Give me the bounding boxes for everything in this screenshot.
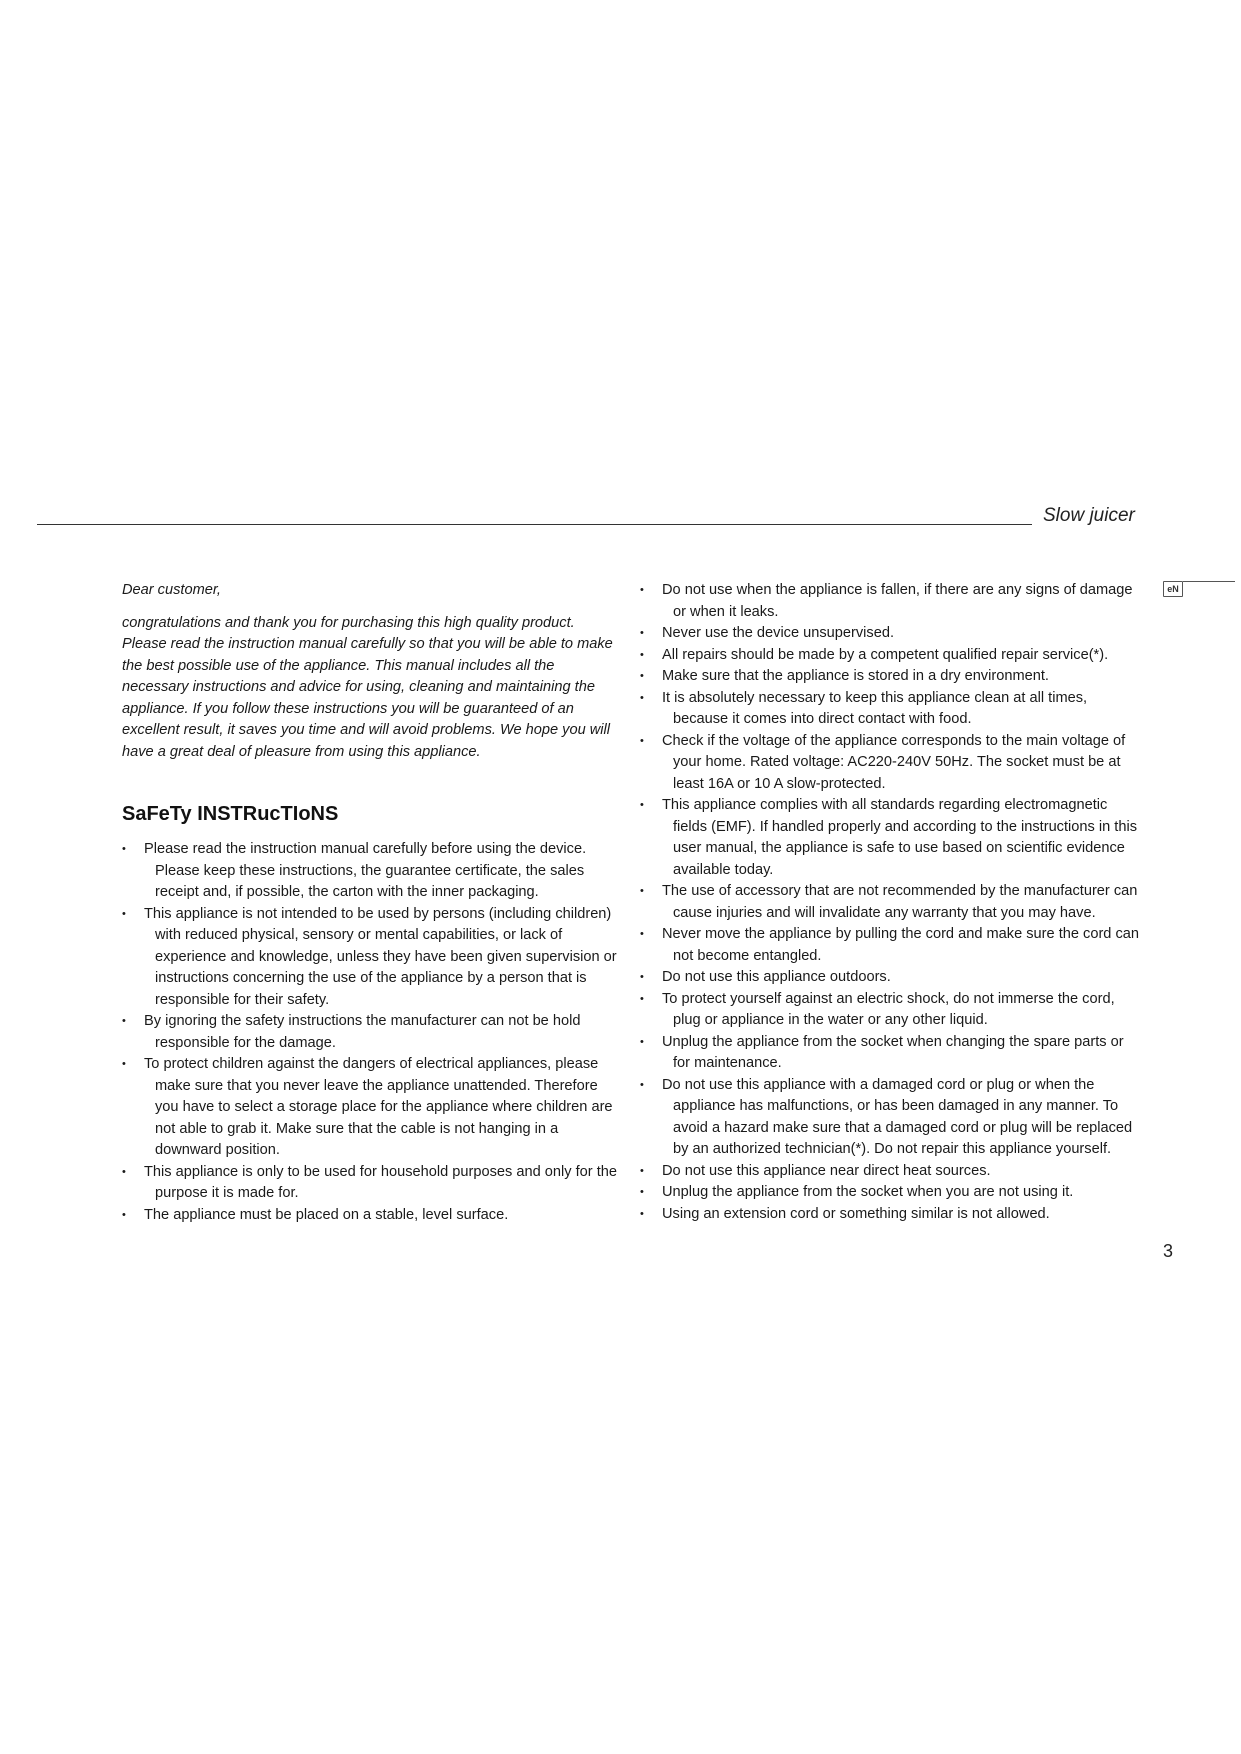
safety-item: [640, 924, 1142, 967]
language-badge: eN: [1163, 581, 1183, 597]
bullet-icon: •: [640, 627, 644, 639]
safety-item: [122, 904, 622, 1012]
safety-item: [122, 1205, 622, 1227]
bullet-icon: •: [122, 1015, 126, 1027]
right-column: [640, 580, 1142, 1225]
safety-item-text: Never move the appliance by pulling the cord and make sure the cord can not become entangled.: [662, 926, 1140, 964]
safety-item: [640, 688, 1142, 731]
page-number: 3: [1163, 1241, 1174, 1261]
bullet-icon: •: [640, 691, 644, 704]
language-tab-line: [1183, 581, 1235, 582]
safety-item: [640, 645, 1142, 667]
safety-item-text: To protect yourself against an electric shock, do not immerse the cord, plug or appliance in the water or any other liquid.: [662, 990, 1115, 1028]
safety-list-left: [122, 839, 622, 1226]
bullet-icon: •: [640, 1078, 644, 1091]
safety-item: [640, 1032, 1142, 1075]
safety-item: [640, 623, 1142, 645]
bullet-icon: •: [640, 928, 644, 940]
safety-item: [640, 795, 1142, 881]
safety-item: [640, 580, 1142, 623]
safety-item: [640, 731, 1142, 796]
bullet-icon: •: [640, 1186, 644, 1198]
safety-item-text: Check if the voltage of the appliance corresponds to the main voltage of your home. Rated voltage: AC220-240V 50Hz. The socket must be at least 16A or 10 A slow-protected.: [662, 732, 1126, 792]
safety-item: [640, 1161, 1142, 1183]
bullet-icon: •: [640, 992, 644, 1005]
safety-item: [640, 1075, 1142, 1161]
safety-item: [640, 989, 1142, 1032]
safety-item-text: Using an extension cord or something similar is not allowed.: [662, 1205, 1050, 1222]
bullet-icon: •: [122, 843, 126, 855]
bullet-icon: •: [640, 1164, 644, 1177]
greeting: Dear customer,: [122, 582, 221, 598]
safety-item-text: Do not use this appliance with a damaged cord or plug or when the appliance has malfunctions, or has been damaged in any manner. To avoid a hazard make sure that a damaged cord or plug will be replaced by an authorized technician(*). Do not repair this appliance yourself.: [662, 1076, 1133, 1157]
safety-item: [122, 1162, 622, 1205]
safety-item-text: Unplug the appliance from the socket when changing the spare parts or for maintenance.: [662, 1033, 1124, 1071]
bullet-icon: •: [640, 584, 644, 596]
safety-item-text: Never use the device unsupervised.: [662, 625, 895, 641]
safety-item-text: Please read the instruction manual carefully before using the device. Please keep these instructions, the guarantee certificate, the sales receipt and, if possible, the carton with the inner packaging.: [144, 841, 587, 900]
bullet-icon: •: [640, 1207, 644, 1220]
safety-item: [640, 1182, 1142, 1204]
header-title: Slow juicer: [1043, 505, 1135, 526]
safety-item-text: Do not use this appliance near direct heat sources.: [662, 1162, 991, 1179]
safety-item-text: It is absolutely necessary to keep this appliance clean at all times, because it comes into direct contact with food.: [662, 689, 1088, 727]
safety-item-text: This appliance is not intended to be used by persons (including children) with reduced physical, sensory or mental capabilities, or lack of experience and knowledge, unless they have been given supervision or instructions concerning the use of the appliance by a person that is responsible for their safety.: [144, 905, 617, 1008]
safety-item-text: This appliance is only to be used for household purposes and only for the purpose it is made for.: [144, 1163, 617, 1201]
safety-item: [640, 1204, 1142, 1226]
bullet-icon: •: [640, 1035, 644, 1048]
bullet-icon: •: [640, 885, 644, 897]
bullet-icon: •: [640, 734, 644, 747]
header-rule: [37, 524, 1032, 525]
bullet-icon: •: [122, 1208, 126, 1221]
safety-item-text: By ignoring the safety instructions the manufacturer can not be hold responsible for the damage.: [144, 1013, 581, 1051]
bullet-icon: •: [640, 670, 644, 682]
left-column: [122, 580, 622, 1226]
safety-item-text: Unplug the appliance from the socket when you are not using it.: [662, 1184, 1074, 1200]
bullet-icon: •: [640, 799, 644, 811]
intro-paragraph: congratulations and thank you for purchasing this high quality product. Please read the instruction manual carefully so that you will be able to make the best possible use of the appliance. This manual includes all the necessary instructions and advice for using, cleaning and maintaining the appliance. If you follow these instructions you will be guaranteed of an excellent result, it saves you time and will avoid problems. We hope you will have a great deal of pleasure from using this appliance.: [122, 614, 613, 760]
safety-item-text: Make sure that the appliance is stored in a dry environment.: [662, 668, 1049, 684]
safety-item: [122, 1054, 622, 1162]
safety-item-text: All repairs should be made by a competent qualified repair service(*).: [662, 646, 1109, 663]
safety-item: [640, 666, 1142, 688]
safety-heading: SaFeTy INSTRucTIoNS: [122, 803, 339, 825]
safety-item: [122, 839, 622, 904]
safety-item-text: Do not use this appliance outdoors.: [662, 969, 891, 985]
bullet-icon: •: [122, 1165, 126, 1178]
language-tab: [1163, 578, 1241, 604]
safety-list-right: [640, 580, 1142, 1225]
bullet-icon: •: [122, 1058, 126, 1070]
safety-item: [122, 1011, 622, 1054]
bullet-icon: •: [640, 648, 644, 661]
bullet-icon: •: [122, 907, 126, 920]
safety-item-text: Do not use when the appliance is fallen, if there are any signs of damage or when it leaks.: [662, 582, 1133, 620]
safety-item-text: To protect children against the dangers of electrical appliances, please make sure that you never leave the appliance unattended. Therefore you have to select a storage place for the appliance where children are not able to grab it. Make sure that the cable is not hanging in a downward position.: [144, 1056, 613, 1158]
safety-item-text: This appliance complies with all standards regarding electromagnetic fields (EMF). If handled properly and according to the instructions in this user manual, the appliance is safe to use based on scientific evidence available today.: [662, 797, 1137, 878]
safety-item-text: The appliance must be placed on a stable, level surface.: [144, 1206, 509, 1223]
bullet-icon: •: [640, 971, 644, 983]
safety-item: [640, 881, 1142, 924]
safety-item: [640, 967, 1142, 989]
safety-item-text: The use of accessory that are not recommended by the manufacturer can cause injuries and will invalidate any warranty that you may have.: [662, 883, 1138, 921]
